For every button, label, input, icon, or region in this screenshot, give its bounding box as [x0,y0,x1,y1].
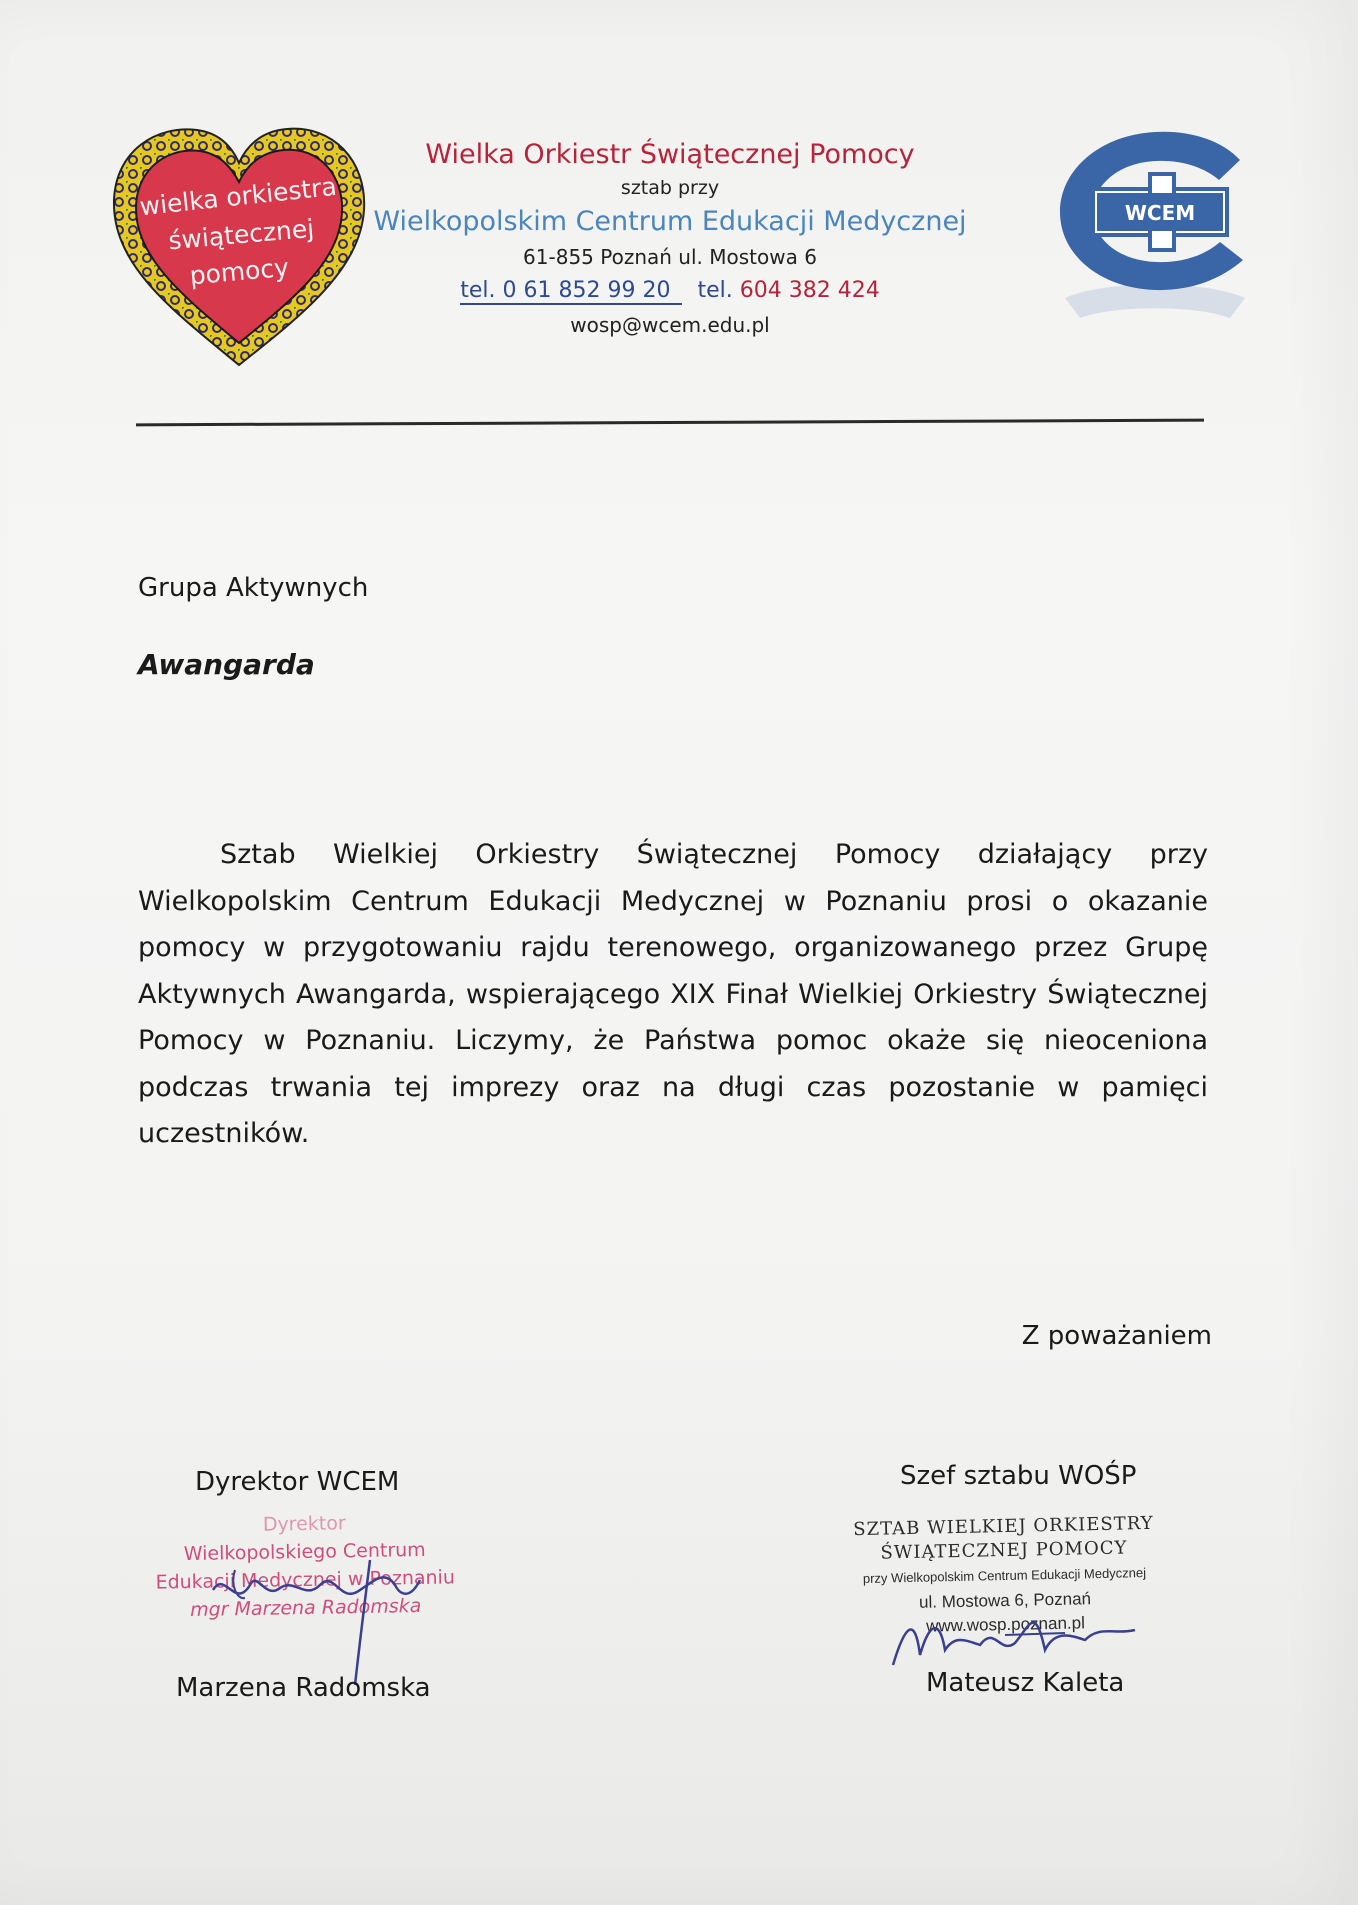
left-handwritten-signature [195,1540,455,1690]
phone-secondary-prefix: tel. [697,278,733,303]
right-signatory-title: Szef sztabu WOŚP [900,1461,1137,1491]
heart-logo-line3: pomocy [188,252,291,291]
phone-secondary: 604 382 424 [739,278,880,303]
organization-name: Wielka Orkiestr Świątecznej Pomocy [425,139,915,170]
closing-salutation: Z poważaniem [1021,1321,1212,1351]
letterhead [350,138,990,342]
right-stamp-line2: ŚWIĄTECZNEJ POMOCY [880,1537,1128,1564]
letterhead-email: wosp@wcem.edu.pl [570,313,770,337]
wosp-heart-logo [112,125,367,370]
left-stamp-line2: Wielkopolskiego Centrum [183,1538,426,1566]
right-stamp-line3: przy Wielkopolskim Centrum Edukacji Medycznej [862,1565,1147,1586]
heart-logo-line1: wielka orkiestra [138,171,338,222]
wcem-logo-text: WCEM [1124,201,1196,225]
institution-name: Wielkopolskim Centrum Edukacji Medycznej [373,206,967,237]
wcem-logo [1055,130,1255,320]
left-signatory-name: Marzena Radomska [176,1673,431,1703]
letter-body: Sztab Wielkiej Orkiestry Świątecznej Pomocy działający przy Wielkopolskim Centrum Edukacji Medycznej w Poznaniu prosi o okazanie pomocy w przygotowaniu rajdu terenowego, organizowanego przez Grupę Aktywnych Awangarda, wspierającego XIX Finał Wielkiej Orkiestry Świątecznej Pomocy w Poznaniu. Liczymy, że Państwa pomoc okaże się nieoceniona podczas trwania tej imprezy oraz na długi czas pozostanie w pamięci uczestników. [138,839,1208,1149]
left-stamp-line4: mgr Marzena Radomska [189,1594,422,1622]
right-signatory-name: Mateusz Kaleta [926,1668,1125,1698]
right-stamp-line4: ul. Mostowa 6, Poznań [918,1589,1092,1612]
heart-logo-line2: świątecznej [167,213,316,256]
phone-primary: tel. 0 61 852 99 20 [460,278,682,305]
left-stamp-line3: Edukacji Medycznej w Poznaniu [155,1566,456,1594]
header-divider [136,419,1204,427]
letterhead-address: 61-855 Poznań ul. Mostowa 6 [523,245,817,269]
letterhead-sub: sztab przy [620,177,720,199]
letterhead-phones [350,274,990,308]
right-stamp-line1: SZTAB WIELKIEJ ORKIESTRY [853,1512,1154,1541]
right-handwritten-signature [885,1595,1145,1675]
left-stamp-line1: Dyrektor [262,1512,346,1536]
recipient-name: Awangarda [138,648,315,681]
right-stamp-line5: www.wosp.poznan.pl [925,1613,1086,1636]
recipient-group: Grupa Aktywnych [138,573,369,603]
left-signatory-title: Dyrektor WCEM [195,1467,400,1497]
